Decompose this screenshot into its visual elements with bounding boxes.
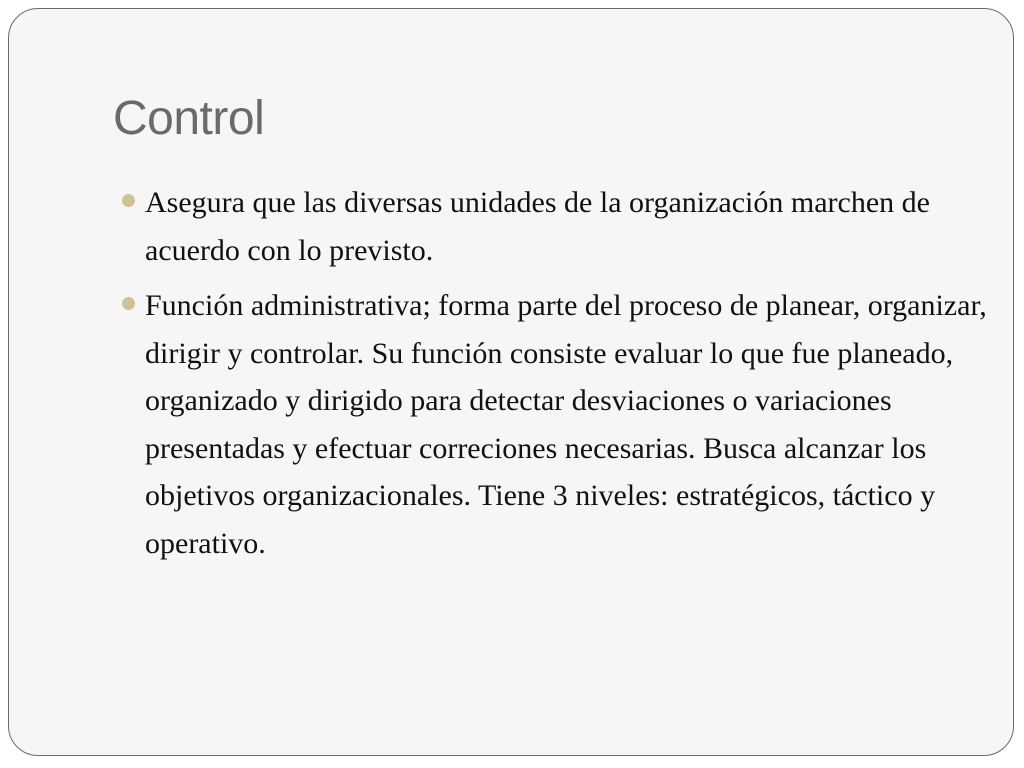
slide-frame [8,8,1014,756]
bullet-text: Función administrativa; forma parte del proceso de planear, organizar, dirigir y controlar. Su función consiste evaluar lo que fue planeado, organizado y dirigido para detectar desviaciones o variaciones presentadas y efectuar correciones necesarias. Busca alcanzar los objetivos organizacionales. Tiene 3 niveles: estratégicos, táctico y operativo. [145,289,987,560]
bullet-dot-icon [122,297,135,310]
bullet-item [113,282,993,567]
slide-title: Control [113,92,265,145]
bullet-item [113,179,993,274]
bullet-dot-icon [122,194,135,207]
bullet-list [113,179,993,575]
bullet-text: Asegura que las diversas unidades de la organización marchen de acuerdo con lo previsto. [145,186,930,267]
